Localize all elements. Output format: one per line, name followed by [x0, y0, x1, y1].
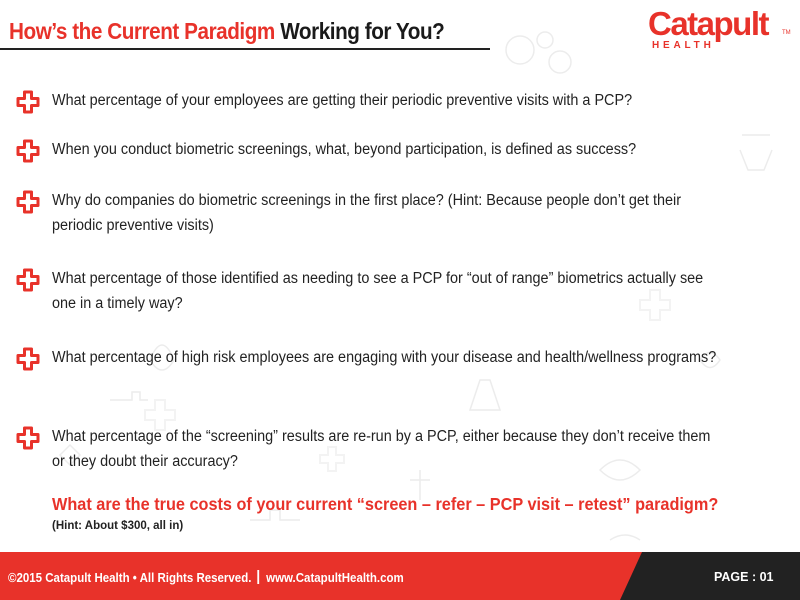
closing-question: What are the true costs of your current “screen – refer – PCP visit – retest” paradigm? [52, 494, 719, 514]
red-cross-icon [16, 90, 40, 114]
footer-copyright-line [8, 570, 404, 585]
question-text: What percentage of your employees are getting their periodic preventive visits with a PCP? [52, 92, 633, 109]
question-text: What percentage of the “screening” results are re-run by a PCP, either because they don’t receive them or they doubt their accuracy? [52, 428, 711, 470]
footer-copyright: ©2015 Catapult Health • All Rights Reserved. [8, 571, 252, 585]
logo-wordmark: Catapult [648, 5, 768, 42]
question-text: Why do companies do biometric screenings in the first place? (Hint: Because people don’t get their periodic preventive visits) [52, 192, 681, 234]
closing-hint: (Hint: About $300, all in) [52, 520, 184, 532]
page-title [9, 16, 444, 46]
page-title-rest: Working for You? [280, 18, 445, 44]
footer-divider [257, 570, 259, 584]
question-text: What percentage of high risk employees are engaging with your disease and health/wellness programs? [52, 349, 717, 366]
question-text: What percentage of those identified as needing to see a PCP for “out of range” biometrics actually see one in a timely way? [52, 270, 704, 312]
red-cross-icon [16, 426, 40, 450]
question-text: When you conduct biometric screenings, what, beyond participation, is defined as success? [52, 141, 637, 158]
red-cross-icon [16, 347, 40, 371]
title-underline [0, 48, 490, 50]
logo-trademark: TM [782, 30, 791, 36]
logo-subtitle: HEALTH [652, 40, 715, 51]
red-cross-icon [16, 268, 40, 292]
page-number: PAGE : 01 [714, 570, 774, 584]
red-cross-icon [16, 190, 40, 214]
footer-bar [0, 552, 800, 600]
footer-website-link[interactable]: www.CatapultHealth.com [266, 571, 404, 585]
red-cross-icon [16, 139, 40, 163]
catapult-health-logo [648, 6, 796, 52]
page-title-highlight: How’s the Current Paradigm [9, 18, 275, 44]
